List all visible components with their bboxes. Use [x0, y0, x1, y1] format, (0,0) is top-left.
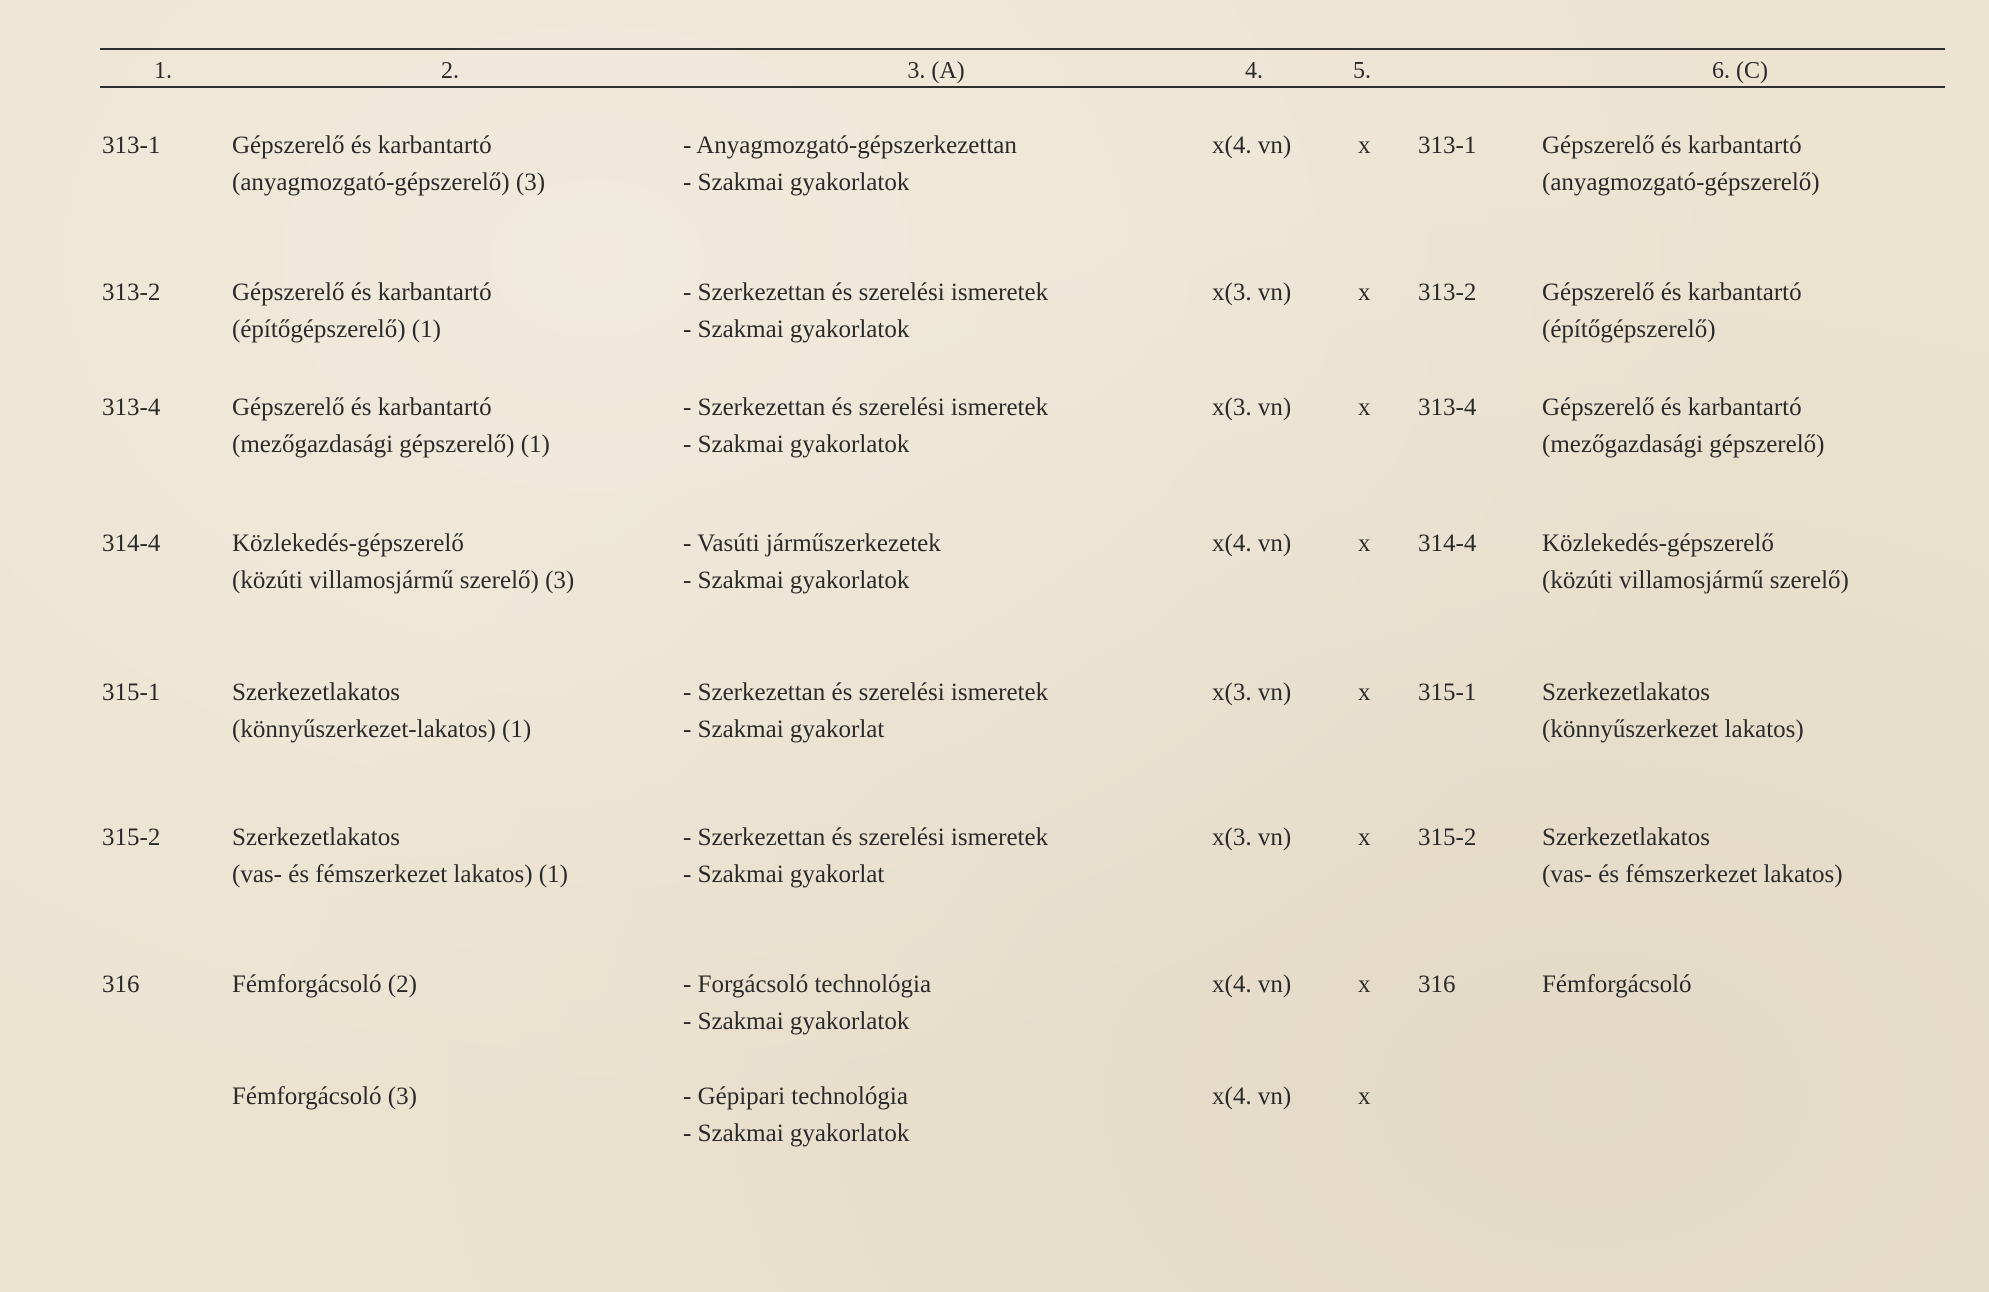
- row-code: 313-2: [102, 279, 161, 306]
- row-name: [232, 819, 568, 893]
- row-code: 315-2: [102, 824, 161, 851]
- row-name-line: Gépszerelő és karbantartó: [232, 132, 492, 159]
- row-c-name-line: (közúti villamosjármű szerelő): [1542, 567, 1849, 594]
- row-name-line: Közlekedés-gépszerelő: [232, 530, 464, 557]
- row-subject-line: - Szerkezettan és szerelési ismeretek: [683, 394, 1049, 421]
- header-col-5: 5.: [1353, 58, 1371, 84]
- row-subject-line: - Szakmai gyakorlatok: [683, 1008, 910, 1035]
- row-subjects: [683, 525, 941, 599]
- row-name: [232, 674, 531, 748]
- row-name: [232, 389, 550, 463]
- row-exam: x(4. vn): [1212, 132, 1292, 159]
- row-c-name: [1542, 389, 1824, 463]
- row-name: [232, 274, 492, 348]
- table-row: [0, 674, 1989, 754]
- row-c-name: [1542, 674, 1804, 748]
- row-subject-line: - Forgácsoló technológia: [683, 971, 932, 998]
- row-name: [232, 127, 545, 201]
- row-subject-line: - Szakmai gyakorlatok: [683, 1120, 910, 1147]
- row-name-line: (közúti villamosjármű szerelő) (3): [232, 567, 575, 594]
- row-name-line: (anyagmozgató-gépszerelő) (3): [232, 169, 546, 196]
- row-code: 313-4: [102, 394, 161, 421]
- row-subject-line: - Szakmai gyakorlat: [683, 716, 885, 743]
- row-subject-line: - Szerkezettan és szerelési ismeretek: [683, 679, 1049, 706]
- row-c-name-line: (építőgépszerelő): [1542, 316, 1716, 343]
- row-name-line: Szerkezetlakatos: [232, 679, 400, 706]
- row-name-line: (mezőgazdasági gépszerelő) (1): [232, 431, 550, 458]
- row-c-name-line: (vas- és fémszerkezet lakatos): [1542, 861, 1843, 888]
- row-subject-line: - Szakmai gyakorlat: [683, 861, 885, 888]
- row-c-code: 314-4: [1418, 530, 1477, 557]
- row-code: 314-4: [102, 530, 161, 557]
- row-c-name-line: Közlekedés-gépszerelő: [1542, 530, 1774, 557]
- row-mark: x: [1358, 394, 1371, 421]
- row-name-line: Gépszerelő és karbantartó: [232, 394, 492, 421]
- row-subject-line: - Anyagmozgató-gépszerkezettan: [683, 132, 1017, 159]
- table-row: [0, 966, 1989, 1046]
- table-row: [0, 819, 1989, 899]
- row-name-line: (vas- és fémszerkezet lakatos) (1): [232, 861, 568, 888]
- row-c-code: 315-1: [1418, 679, 1477, 706]
- row-mark: x: [1358, 279, 1371, 306]
- row-c-name-line: Gépszerelő és karbantartó: [1542, 394, 1802, 421]
- row-mark: x: [1358, 971, 1371, 998]
- row-subject-line: - Vasúti járműszerkezetek: [683, 530, 941, 557]
- row-subject-line: - Szakmai gyakorlatok: [683, 169, 910, 196]
- row-exam: x(4. vn): [1212, 971, 1292, 998]
- table-row: [0, 525, 1989, 605]
- table-top-rule: [100, 48, 1945, 50]
- row-name: [232, 966, 417, 1003]
- row-c-name-line: Gépszerelő és karbantartó: [1542, 132, 1802, 159]
- row-name-line: Gépszerelő és karbantartó: [232, 279, 492, 306]
- row-c-name-line: (mezőgazdasági gépszerelő): [1542, 431, 1825, 458]
- row-c-name-line: Szerkezetlakatos: [1542, 824, 1710, 851]
- row-name: [232, 525, 574, 599]
- row-exam: x(3. vn): [1212, 679, 1292, 706]
- row-exam: x(3. vn): [1212, 279, 1292, 306]
- row-c-code: 315-2: [1418, 824, 1477, 851]
- header-col-1: 1.: [154, 58, 172, 84]
- row-name-line: (könnyűszerkezet-lakatos) (1): [232, 716, 532, 743]
- row-exam: x(3. vn): [1212, 824, 1292, 851]
- row-subjects: [683, 389, 1048, 463]
- row-name-line: (építőgépszerelő) (1): [232, 316, 441, 343]
- row-c-name: [1542, 274, 1802, 348]
- row-name-line: Fémforgácsoló (3): [232, 1083, 417, 1110]
- row-subjects: [683, 127, 1017, 201]
- row-c-code: 313-1: [1418, 132, 1477, 159]
- row-mark: x: [1358, 824, 1371, 851]
- row-name: [232, 1078, 417, 1115]
- header-col-4: 4.: [1245, 58, 1263, 84]
- row-c-name: [1542, 525, 1849, 599]
- row-exam: x(4. vn): [1212, 1083, 1292, 1110]
- row-c-name: [1542, 966, 1692, 1003]
- row-mark: x: [1358, 679, 1371, 706]
- row-c-code: 316: [1418, 971, 1456, 998]
- row-c-name-line: Fémforgácsoló: [1542, 971, 1692, 998]
- row-exam: x(4. vn): [1212, 530, 1292, 557]
- header-col-6: 6. (C): [1712, 58, 1768, 84]
- row-subject-line: - Szakmai gyakorlatok: [683, 431, 910, 458]
- row-code: 315-1: [102, 679, 161, 706]
- row-subjects: [683, 966, 931, 1040]
- row-subject-line: - Szakmai gyakorlatok: [683, 567, 910, 594]
- row-c-name-line: (könnyűszerkezet lakatos): [1542, 716, 1804, 743]
- row-c-code: 313-2: [1418, 279, 1477, 306]
- table-row: [0, 1078, 1989, 1158]
- row-subject-line: - Gépipari technológia: [683, 1083, 908, 1110]
- row-c-code: 313-4: [1418, 394, 1477, 421]
- row-subjects: [683, 1078, 909, 1152]
- table-header-rule: [100, 86, 1945, 88]
- table-row: [0, 274, 1989, 354]
- table-row: [0, 127, 1989, 207]
- row-c-name-line: (anyagmozgató-gépszerelő): [1542, 169, 1820, 196]
- row-mark: x: [1358, 1083, 1371, 1110]
- row-code: 316: [102, 971, 140, 998]
- row-mark: x: [1358, 132, 1371, 159]
- row-subjects: [683, 674, 1048, 748]
- row-subject-line: - Szakmai gyakorlatok: [683, 316, 910, 343]
- row-name-line: Szerkezetlakatos: [232, 824, 400, 851]
- row-subject-line: - Szerkezettan és szerelési ismeretek: [683, 279, 1049, 306]
- row-name-line: Fémforgácsoló (2): [232, 971, 417, 998]
- row-code: 313-1: [102, 132, 161, 159]
- row-c-name: [1542, 819, 1843, 893]
- row-subject-line: - Szerkezettan és szerelési ismeretek: [683, 824, 1049, 851]
- row-subjects: [683, 819, 1048, 893]
- row-subjects: [683, 274, 1048, 348]
- row-c-name-line: Gépszerelő és karbantartó: [1542, 279, 1802, 306]
- header-col-2: 2.: [441, 58, 459, 84]
- table-row: [0, 389, 1989, 469]
- row-c-name: [1542, 127, 1820, 201]
- header-col-3: 3. (A): [907, 58, 965, 84]
- row-c-name-line: Szerkezetlakatos: [1542, 679, 1710, 706]
- row-mark: x: [1358, 530, 1371, 557]
- row-exam: x(3. vn): [1212, 394, 1292, 421]
